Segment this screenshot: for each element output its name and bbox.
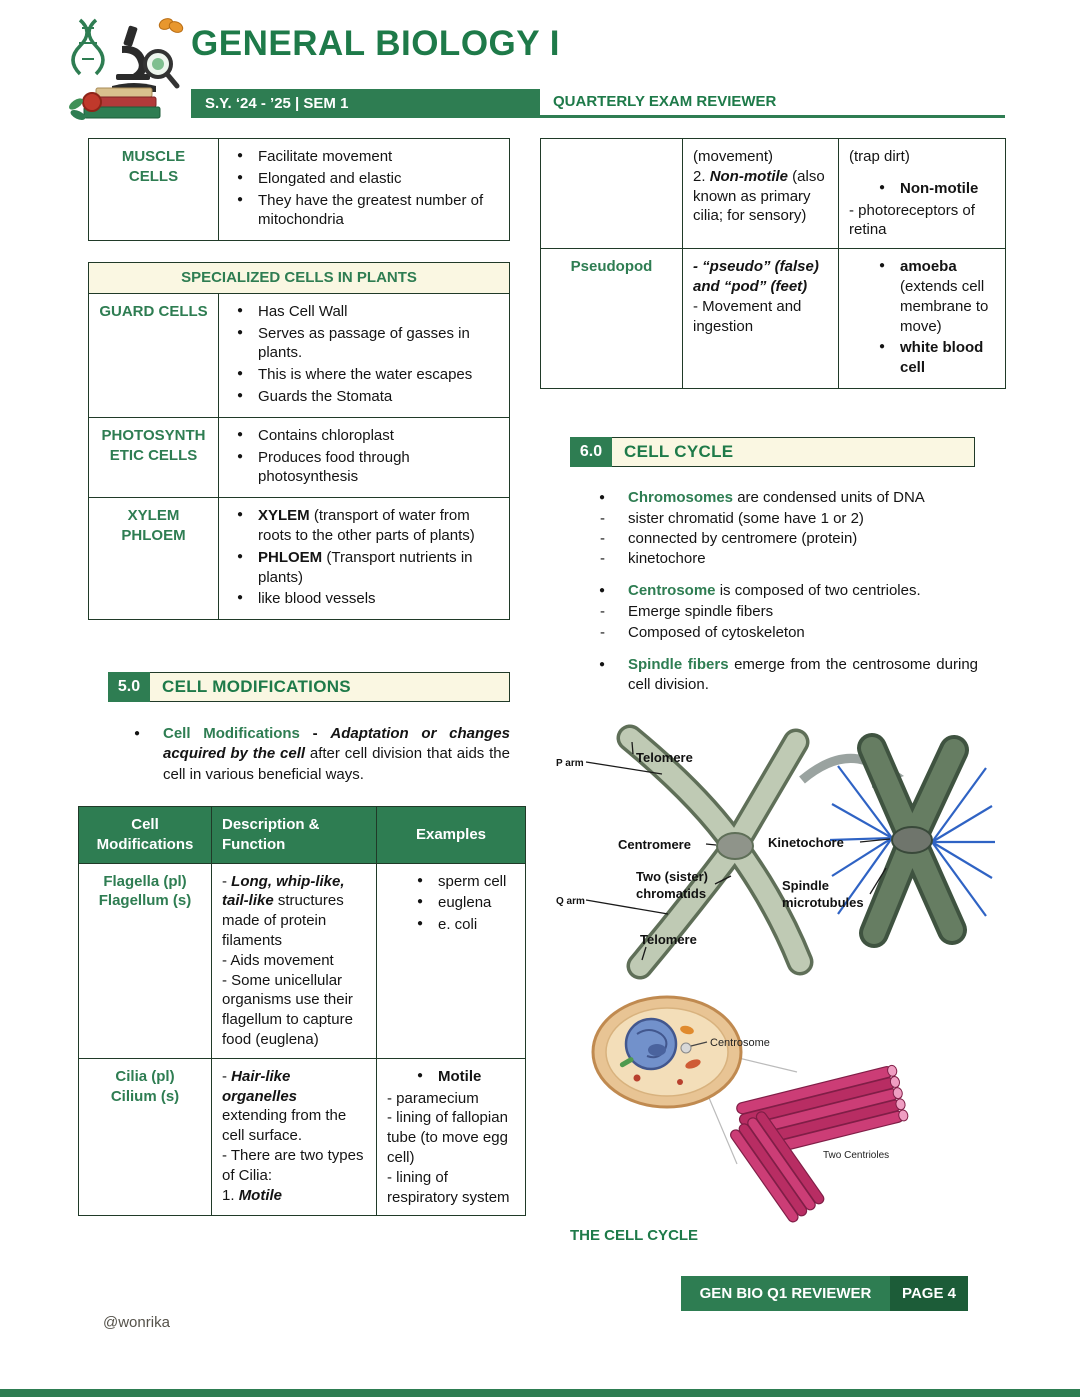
footer-page-badge: PAGE 4 [890,1276,968,1311]
list-item: ● Produces food through photosynthesis [235,448,499,488]
page-title: GENERAL BIOLOGY I [191,24,560,63]
col-header-description-function: Description & Function [212,807,377,864]
two-centrioles-label: Two Centrioles [823,1150,890,1161]
butterfly-icon [158,17,185,35]
section-title: CELL MODIFICATIONS [150,672,510,702]
cell-cycle-notes [598,488,978,696]
flagella-description: - Long, whip-like, tail-like structures made of protein filaments - Aids movement - Some unicellular organisms use their flagellum to capture food (euglena) [212,863,377,1058]
muscle-cells-label: MUSCLE CELLS [89,139,219,241]
list-item: ● like blood vessels [235,589,499,609]
dash-item: - sister chromatid (some have 1 or 2) [598,509,978,529]
dash-item: - Composed of cytoskeleton [598,623,978,643]
list-item: ● Motile [415,1067,515,1087]
list-item: ● PHLOEM (Transport nutrients in plants) [235,548,499,588]
list-item: ● sperm cell [415,872,515,892]
list-item: ● amoeba (extends cell membrane to move) [877,257,995,336]
author-handle: @wonrika [103,1314,170,1331]
pseudopod-label: Pseudopod [541,249,683,389]
muscle-cells-table [88,138,510,241]
cilia-label: Cilia (pl) Cilium (s) [79,1058,212,1216]
bottom-bar [0,1389,1080,1397]
table-header-row [79,807,526,864]
centrosome-bullet: ● Centrosome is composed of two centrioles. [598,581,978,601]
table-row-flagella [79,863,526,1058]
table-caption-row [89,263,510,294]
table-row-cilia-continued [541,139,1006,249]
list-item: ● Has Cell Wall [235,302,499,322]
q-arm-label: Q arm [556,896,585,907]
list-item: ● Non-motile [877,179,995,199]
centromere-shape [717,833,753,859]
cell-cycle-caption: THE CELL CYCLE [570,1227,699,1244]
flagella-label: Flagella (pl) Flagellum (s) [79,863,212,1058]
nucleus-shape [626,1019,676,1069]
spindle-label: Spindle [782,878,829,893]
centrosome-fig-label: Centrosome [710,1037,770,1049]
table-row [89,139,510,241]
section-number: 6.0 [570,437,612,467]
dash-item: - kinetochore [598,549,978,569]
table-row-pseudopod [541,249,1006,389]
chromosome-diagram [540,718,1005,996]
list-item: ● Elongated and elastic [235,169,499,189]
table-row-photosynthetic-cells [89,417,510,497]
section-5-header [108,672,510,702]
section-number: 5.0 [108,672,150,702]
photosynthetic-cells-content [219,417,510,497]
sister-chromatids-label: Two (sister) [636,869,708,884]
header-subtitle: S.Y. ‘24 - ’25 | SEM 1 [205,95,349,112]
biology-logo-illustration [66,12,186,124]
spindle-label2: microtubules [782,895,864,910]
leaf-icon [67,96,85,112]
col-header-examples: Examples [377,807,526,864]
dash-item: - connected by centromere (protein) [598,529,978,549]
centrosome-figure [585,992,930,1237]
cell-modifications-intro: ● Cell Modifications - Adaptation or changes acquired by the cell after cell division that aids the cell in various beneficial ways. [133,724,510,785]
cilia-examples: ● Motile - paramecium - lining of fallopian tube (to move egg cell) - lining of respiratory system [377,1058,526,1216]
chromosomes-bullet: ● Chromosomes are condensed units of DNA [598,488,978,508]
centromere-label: Centromere [618,837,691,852]
cell-illustration [593,997,741,1107]
plant-cells-table-title: SPECIALIZED CELLS IN PLANTS [89,263,510,294]
list-item: ● XYLEM (transport of water from roots to the other parts of plants) [235,506,499,546]
cilia-nonmotile-examples: (trap dirt) ● Non-motile - photoreceptors of retina [839,139,1006,249]
flagella-examples [377,863,526,1058]
telomere-top-label: Telomere [636,750,693,765]
cilia-description: - Hair-like organelles extending from the cell surface. - There are two types of Cilia: 1. Motile [212,1058,377,1216]
xylem-phloem-label: XYLEM PHLOEM [89,498,219,620]
xylem-phloem-content [219,498,510,620]
sister-chromatids-label2: chromatids [636,886,707,901]
list-item: ● They have the greatest number of mitochondria [235,191,499,231]
photosynthetic-cells-label: PHOTOSYNTHETIC CELLS [89,417,219,497]
kinetochore-label: Kinetochore [768,835,844,850]
logo-icon [66,12,186,124]
header-underline [540,115,1005,118]
guard-cells-label: GUARD CELLS [89,293,219,417]
list-item: ● e. coli [415,915,515,935]
cell-modifications-table [78,806,526,1216]
spindle-fibers-bullet: ● Spindle fibers emerge from the centrosome during cell division. [598,655,978,695]
cilia-pseudopod-table [540,138,1006,389]
footer-reviewer-badge: GEN BIO Q1 REVIEWER [681,1276,890,1311]
guard-cells-content [219,293,510,417]
col-header-cell-modifications: Cell Modifications [79,807,212,864]
list-item: ● This is where the water escapes [235,365,499,385]
table-row-guard-cells [89,293,510,417]
list-item: ● Guards the Stomata [235,387,499,407]
section-title: CELL CYCLE [612,437,975,467]
section-6-header [570,437,975,467]
empty-cell [541,139,683,249]
centrosome-shape [681,1043,691,1053]
list-item: ● Facilitate movement [235,147,499,167]
list-item: ● euglena [415,893,515,913]
magnifier-icon [145,51,177,86]
list-item: ● Contains chloroplast [235,426,499,446]
dash-item: - Emerge spindle fibers [598,602,978,622]
header-right-label: QUARTERLY EXAM REVIEWER [553,93,777,110]
chromosome-figure [540,718,1005,996]
pseudopod-description: - “pseudo” (false) and “pod” (feet) - Movement and ingestion [683,249,839,389]
cilia-nonmotile-description: (movement) 2. Non-motile (also known as primary cilia; for sensory) [683,139,839,249]
kinetochore-shape [892,827,932,853]
muscle-cells-content [219,139,510,241]
list-item: ● Serves as passage of gasses in plants. [235,324,499,364]
table-row-cilia [79,1058,526,1216]
pseudopod-examples [839,249,1006,389]
p-arm-label: P arm [556,758,584,769]
telomere-bottom-label: Telomere [640,932,697,947]
books-icon [83,88,160,118]
header-subtitle-bar [191,89,540,118]
centrosome-diagram [585,992,930,1237]
table-row-xylem-phloem [89,498,510,620]
list-item: ● white blood cell [877,338,995,378]
plant-cells-table [88,262,510,620]
